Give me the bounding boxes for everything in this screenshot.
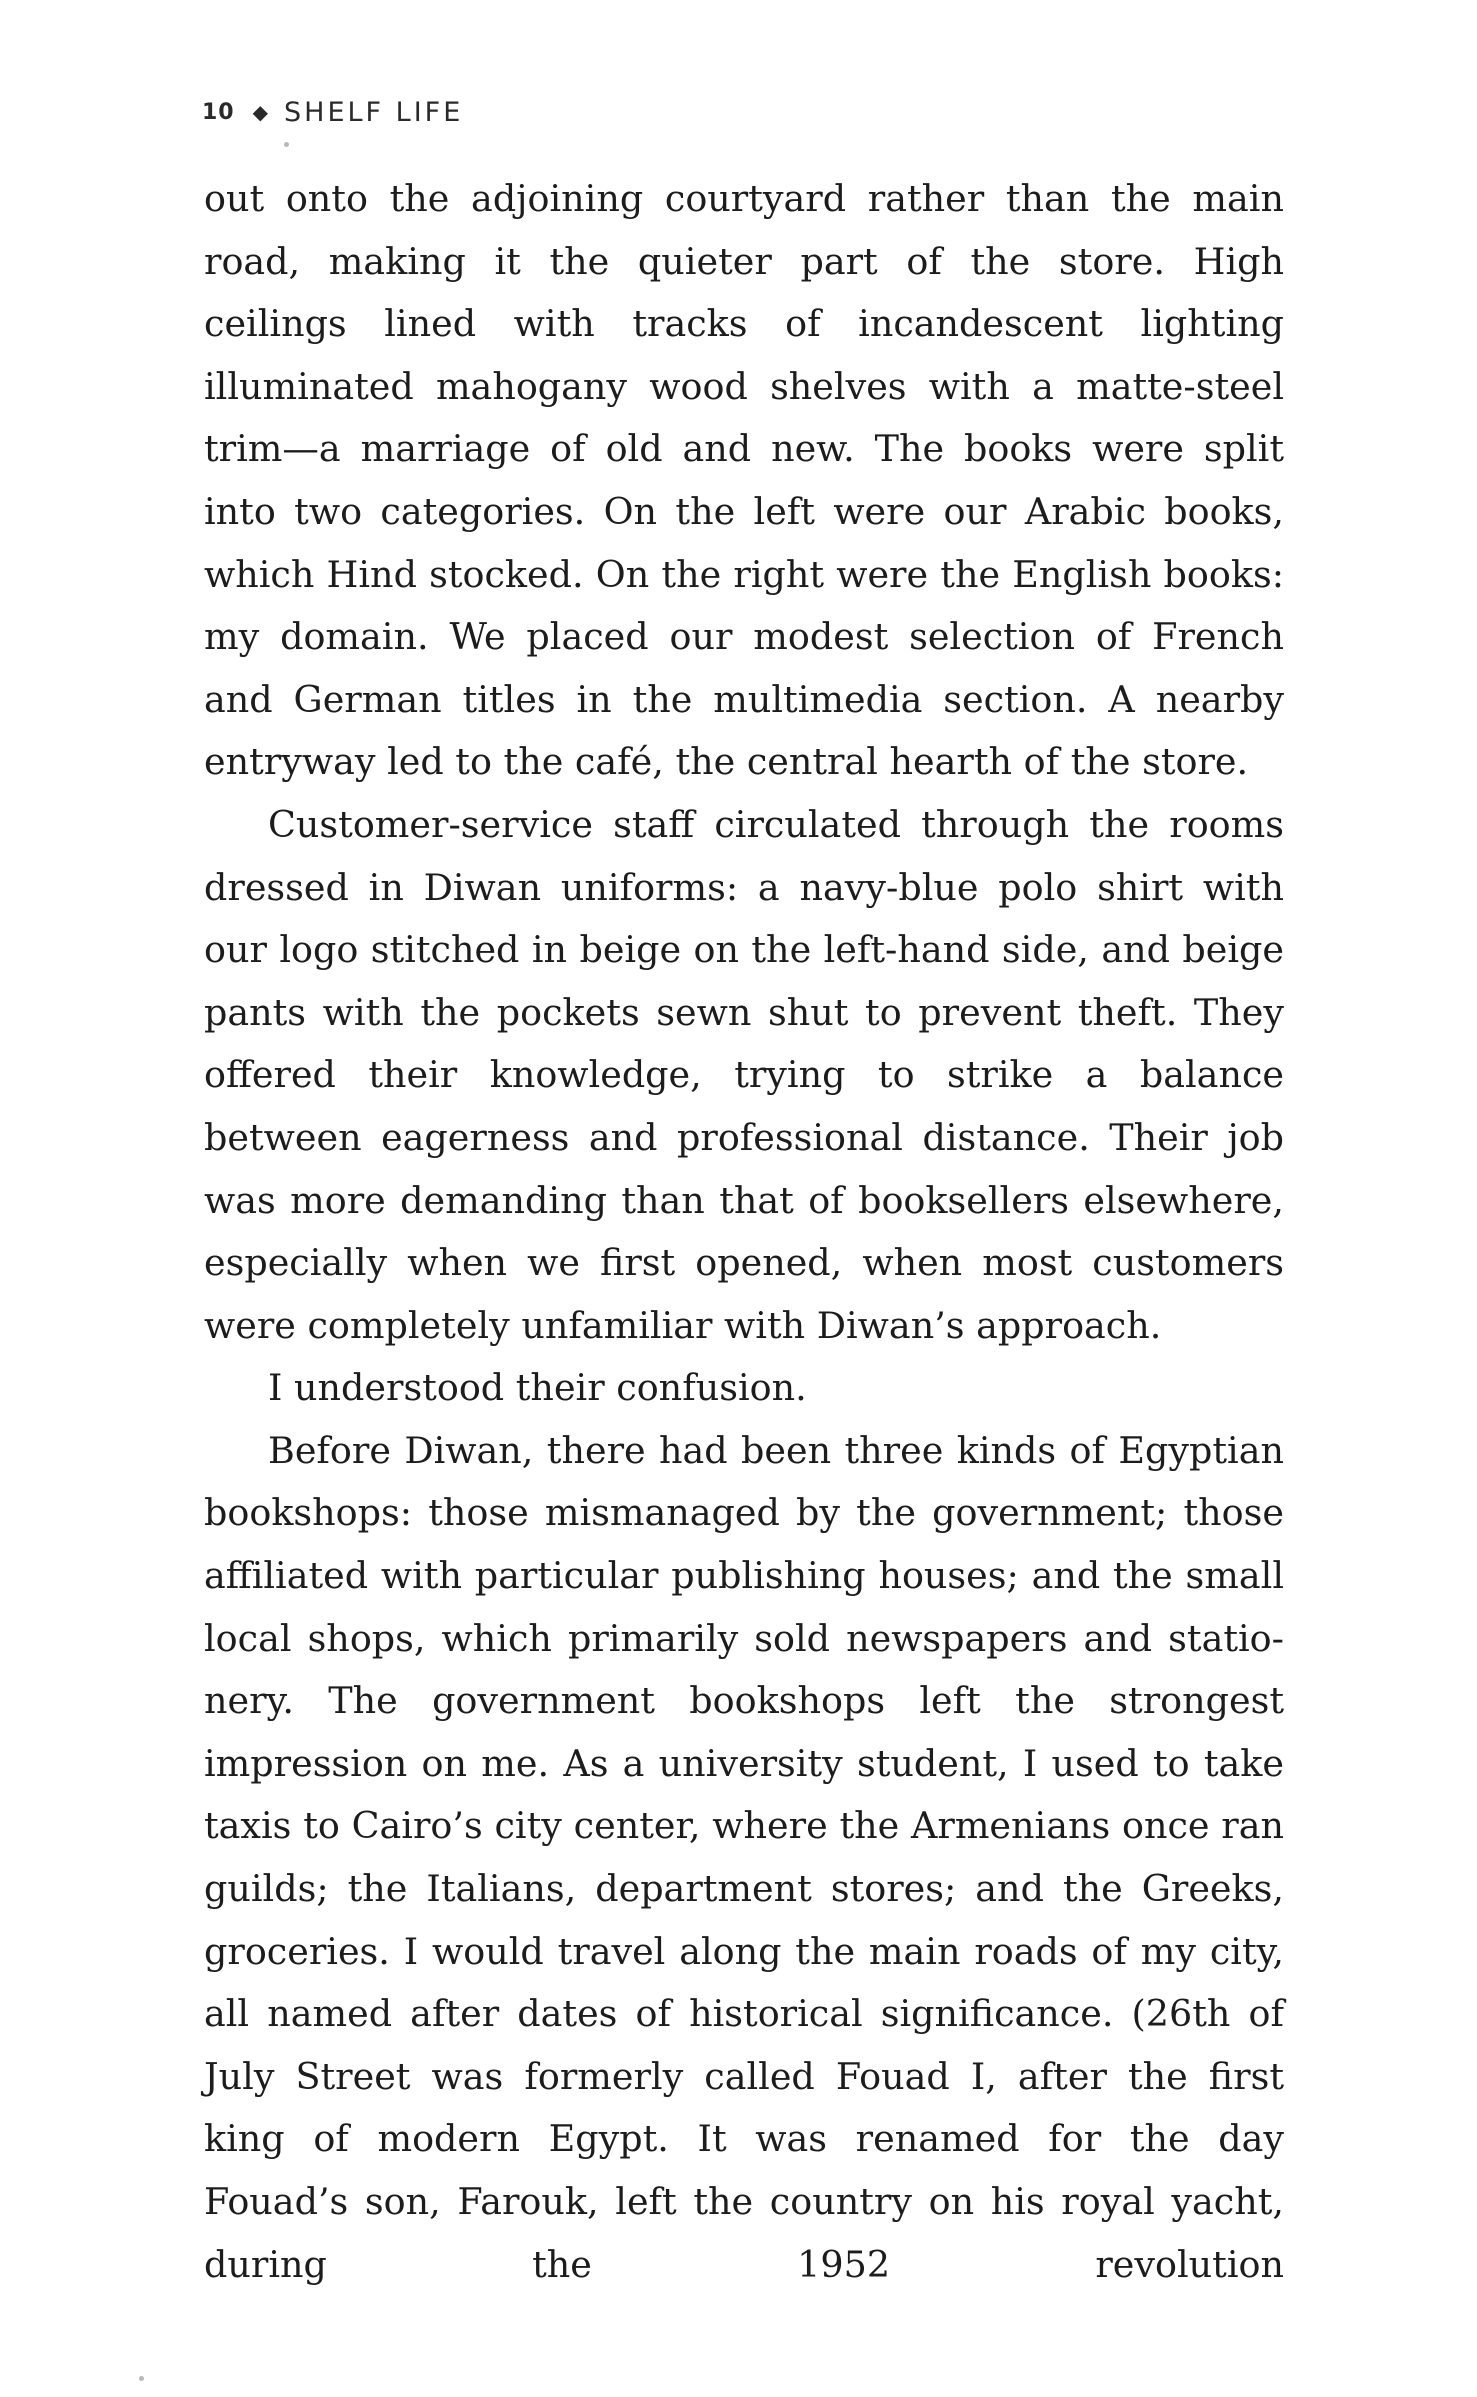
- paragraph: Before Diwan, there had been three kinds of Egyptian bookshops: those mismanaged by the government; those affiliated with particular publishing houses; and the small local shops, which primarily sold newspapers and stationery. The government bookshops left the strongest impression on me. As a university student, I used to take taxis to Cairo’s city center, where the Armenians once ran guilds; the Italians, department stores; and the Greeks, groceries. I would travel along the main roads of my city, all named after dates of historical significance. (26th of July Street was formerly called Fouad I, after the first king of modern Egypt. It was renamed for the day Fouad’s son, Farouk, left the country on his royal yacht, during the 1952 revolution: [204, 1428, 1284, 2286]
- page-number: 10: [202, 99, 235, 125]
- paper-speck: [139, 2376, 144, 2381]
- running-head-title: SHELF LIFE: [284, 96, 464, 128]
- paragraph: I understood their confusion.: [268, 1366, 807, 1410]
- body-text: [204, 168, 1284, 2296]
- paragraph: Customer-service staff circulated through the rooms dressed in Diwan uniforms: a navy-blue polo shirt with our logo stitched in beige on the left-hand side, and beige pants with the pockets sewn shut to prevent theft. They offered their knowledge, trying to strike a balance between eagerness and professional distance. Their job was more demanding than that of booksellers elsewhere, especially when we first opened, when most customers were completely unfamiliar with Diwan’s approach.: [204, 802, 1284, 1347]
- paper-speck: [284, 142, 289, 147]
- paragraph-continued: out onto the adjoining courtyard rather than the main road, making it the quieter part of the store. High ceilings lined with tracks of incandescent lighting illuminated mahogany wood shelves with a matte-steel trim—a marriage of old and new. The books were split into two categories. On the left were our Arabic books, which Hind stocked. On the right were the English books: my domain. We placed our modest selection of French and German titles in the multimedia section. A nearby entryway led to the café, the central hearth of the store.: [204, 177, 1284, 784]
- running-head: [202, 92, 463, 132]
- diamond-ornament-icon: ◆: [252, 100, 269, 124]
